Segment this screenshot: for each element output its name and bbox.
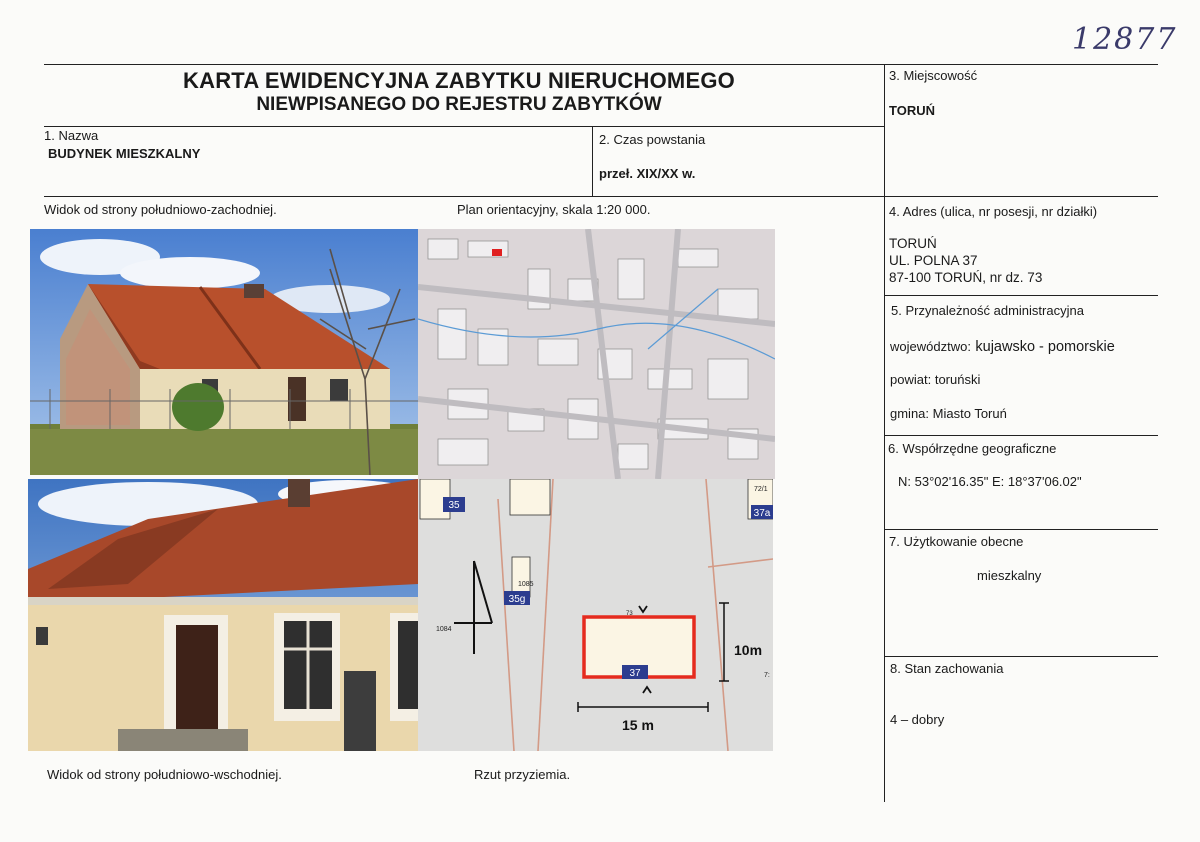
wojewodztwo-row <box>890 338 1115 356</box>
photo-south-west-view <box>30 229 418 475</box>
caption-view-se: Widok od strony południowo-wschodniej. <box>47 767 282 782</box>
gmina-value: Miasto Toruń <box>932 406 1007 421</box>
title-right-rule <box>884 64 885 802</box>
fields-bottom-rule <box>44 196 1158 197</box>
parcel-1085: 1085 <box>518 581 534 588</box>
width-dimension-label: 15 m <box>622 717 654 733</box>
parcel-72-1: 72/1 <box>754 486 768 493</box>
powiat-label: powiat: <box>890 372 932 387</box>
orientation-map <box>418 229 775 479</box>
caption-view-sw: Widok od strony południowo-zachodniej. <box>44 202 277 217</box>
parcel-73: 73 <box>626 611 633 617</box>
card-title-line2: NIEWPISANEGO DO REJESTRU ZABYTKÓW <box>256 94 662 115</box>
caption-plan: Plan orientacyjny, skala 1:20 000. <box>457 202 651 217</box>
adres-bottom-rule <box>884 295 1158 296</box>
czas-value: przeł. XIX/XX w. <box>599 166 696 181</box>
wspolrzedne-value: N: 53°02'16.35" E: 18°37'06.02" <box>898 474 1082 489</box>
nazwa-label: 1. Nazwa <box>44 128 99 143</box>
uzytkowanie-value: mieszkalny <box>977 568 1042 583</box>
plot-label-37: 37 <box>629 668 641 679</box>
gmina-label: gmina: <box>890 406 930 421</box>
czas-left-rule <box>592 126 593 196</box>
miejscowosc-label: 3. Miejscowość <box>889 68 978 83</box>
miejscowosc-value: TORUŃ <box>889 103 935 118</box>
height-dimension-label: 10m <box>734 642 763 658</box>
scan-number: 12877 <box>1072 22 1178 57</box>
card-title-line1: KARTA EWIDENCYJNA ZABYTKU NIERUCHOMEGO <box>183 68 735 93</box>
top-rule <box>44 64 1158 65</box>
plot-label-35: 35 <box>448 500 460 511</box>
powiat-value: toruński <box>934 372 981 387</box>
plot-label-37a: 37a <box>753 508 771 519</box>
adres-line2: UL. POLNA 37 <box>889 253 978 268</box>
wspolrzedne-label: 6. Współrzędne geograficzne <box>888 441 1057 456</box>
parcel-7x: 7: <box>764 672 770 679</box>
parcel-1084: 1084 <box>436 626 452 633</box>
plot-label-35g: 35g <box>508 594 526 605</box>
czas-label: 2. Czas powstania <box>599 132 706 147</box>
powiat-row <box>890 372 980 387</box>
title-bottom-rule <box>44 126 884 127</box>
uzytkowanie-bottom-rule <box>884 656 1158 657</box>
adres-line1: TORUŃ <box>889 236 937 251</box>
wojewodztwo-label: województwo: <box>890 339 971 354</box>
wojewodztwo-value: kujawsko - pomorskie <box>975 339 1115 355</box>
photo-south-east-view <box>28 479 418 751</box>
przynaleznosc-label: 5. Przynależność administracyjna <box>891 303 1084 318</box>
stan-label: 8. Stan zachowania <box>890 661 1004 676</box>
nazwa-value: BUDYNEK MIESZKALNY <box>48 146 201 161</box>
site-plan <box>418 479 773 751</box>
caption-rzut: Rzut przyziemia. <box>474 767 571 782</box>
stan-value: 4 – dobry <box>890 712 945 727</box>
adres-line3: 87-100 TORUŃ, nr dz. 73 <box>889 270 1043 285</box>
wspolrzedne-bottom-rule <box>884 529 1158 530</box>
przynaleznosc-bottom-rule <box>884 435 1158 436</box>
adres-label: 4. Adres (ulica, nr posesji, nr działki) <box>889 204 1098 219</box>
uzytkowanie-label: 7. Użytkowanie obecne <box>889 534 1024 549</box>
gmina-row <box>890 406 1007 421</box>
